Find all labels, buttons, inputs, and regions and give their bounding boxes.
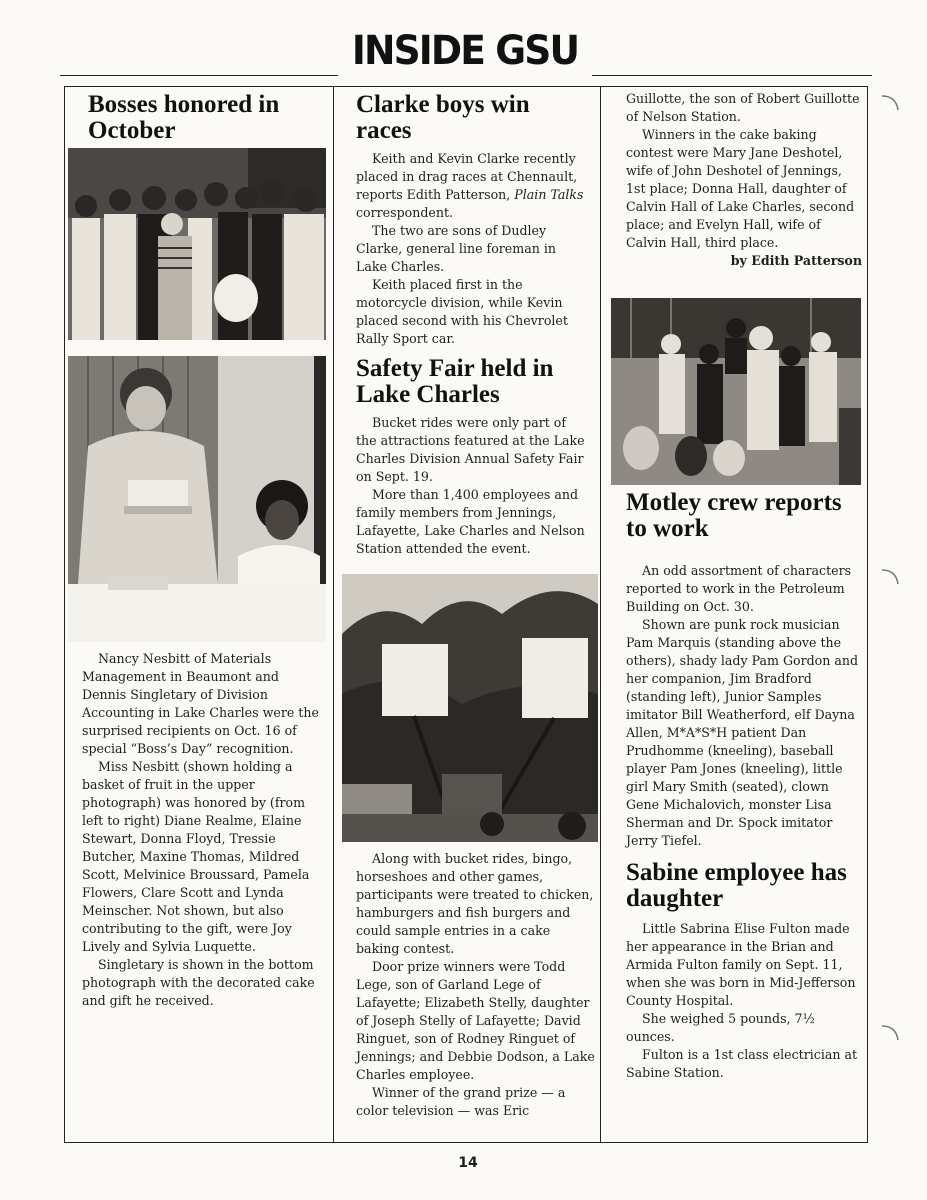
masthead [0, 28, 927, 82]
article-safety-body [356, 414, 588, 558]
article-bosses-headline: Bosses honored in October [88, 91, 280, 144]
binder-hole-mark-icon [880, 92, 902, 114]
column-rule-2 [600, 86, 601, 1143]
masthead-rule-left [60, 75, 338, 76]
article-safety-paragraph: Door prize winners were Todd Lege, son of Garland Lege of Lafayette; Elizabeth Stelly, daughter of Joseph Stelly of Lafayette; David Ringuet, son of Rodney Ringuet of Jennings; and Debbie Dodson, a Lake Charles employee. [356, 959, 595, 1082]
article-safety-byline: by Edith Patterson [730, 253, 862, 268]
article-safety-paragraph: More than 1,400 employees and family members from Jennings, Lafayette, Lake Charles and Nelson Station attended the event. [356, 487, 585, 556]
article-clarke-text: correspondent. [356, 205, 454, 220]
photo-singletary-cake [68, 356, 326, 642]
publication-name: Plain Talks [514, 187, 584, 202]
article-clarke-body [356, 150, 588, 348]
article-safety-body-continued [356, 850, 596, 1120]
article-safety-headline: Safety Fair held in Lake Charles [356, 355, 554, 408]
article-safety-continued [626, 90, 862, 270]
article-bosses-body [82, 650, 322, 1010]
masthead-rule-right [592, 75, 872, 76]
article-clarke-paragraph: Keith placed first in the motorcycle division, while Kevin placed second with his Chevrolet Rally Sport car. [356, 277, 568, 346]
masthead-title: INSIDE GSU [351, 28, 579, 74]
article-clarke-text: Keith and Kevin Clarke recently placed in drag races at Chennault, reports Edith Patterson, [356, 151, 578, 202]
article-clarke-paragraph [356, 150, 588, 222]
article-clarke-paragraph: The two are sons of Dudley Clarke, general line foreman in Lake Charles. [356, 223, 556, 274]
photo-bucket-rides [342, 574, 598, 842]
article-bosses-headline-wrap [88, 92, 320, 144]
article-safety-paragraph: Bucket rides were only part of the attractions featured at the Lake Charles Division Annual Safety Fair on Sept. 19. [356, 415, 585, 484]
article-bosses-paragraph: Singletary is shown in the bottom photograph with the decorated cake and gift he received. [82, 957, 315, 1008]
article-clarke-headline: Clarke boys win races [356, 91, 530, 144]
article-sabine-paragraph: She weighed 5 pounds, 7½ ounces. [626, 1011, 815, 1044]
article-motley [626, 490, 862, 1082]
article-safety-paragraph: Winners in the cake baking contest were Mary Jane Deshotel, wife of John Deshotel of Jennings, 1st place; Donna Hall, daughter of Calvin Hall of Lake Charles, second place; and Evelyn Hall, wife of Calvin Hall, third place. [626, 127, 855, 250]
photo-motley-crew [611, 298, 861, 485]
article-sabine-body [626, 920, 862, 1082]
column-rule-1 [333, 86, 334, 1143]
binder-hole-mark-icon [880, 1022, 902, 1044]
article-sabine-paragraph: Fulton is a 1st class electrician at Sabine Station. [626, 1047, 858, 1080]
article-motley-headline: Motley crew reports to work [626, 489, 842, 542]
article-motley-paragraph: An odd assortment of characters reported to work in the Petroleum Building on Oct. 30. [626, 563, 852, 614]
article-safety-paragraph: Along with bucket rides, bingo, horseshoes and other games, participants were treated to chicken, hamburgers and fish burgers and could sample entries in a cake baking contest. [356, 851, 594, 956]
article-motley-paragraph: Shown are punk rock musician Pam Marquis (standing above the others), shady lady Pam Gordon and her companion, Jim Bradford (standing left), Junior Samples imitator Bill Weatherford, elf Dayna Allen, M*A*S*H patient Dan Prudhomme (kneeling), baseball player Pam Jones (kneeling), little girl Mary Smith (seated), clown Gene Michalovich, monster Lisa Sherman and Dr. Spock imitator Jerry Tiefel. [626, 617, 859, 848]
article-sabine-paragraph: Little Sabrina Elise Fulton made her appearance in the Brian and Armida Fulton family on Sept. 11, when she was born in Mid-Jefferson County Hospital. [626, 921, 856, 1008]
article-bosses-paragraph: Miss Nesbitt (shown holding a basket of fruit in the upper photograph) was honored by (from left to right) Diane Realme, Elaine Stewart, Donna Floyd, Tressie Butcher, Maxine Thomas, Mildred Scott, Melvinice Broussard, Pamela Flowers, Clare Scott and Lynda Meinscher. Not shown, but also contributing to the gift, were Joy Lively and Sylvia Luquette. [82, 759, 310, 954]
article-bosses-paragraph: Nancy Nesbitt of Materials Management in Beaumont and Dennis Singletary of Division Accounting in Lake Charles were the surprised recipients on Oct. 16 of special “Boss’s Day” recognition. [82, 651, 319, 756]
article-safety-paragraph: Guillotte, the son of Robert Guillotte of Nelson Station. [626, 91, 860, 124]
article-clarke [356, 92, 588, 558]
page-number: 14 [458, 1155, 478, 1171]
article-motley-body [626, 562, 862, 850]
article-safety-paragraph: Winner of the grand prize — a color television — was Eric [356, 1085, 566, 1118]
article-sabine-headline: Sabine employee has daughter [626, 859, 847, 912]
binder-hole-mark-icon [880, 566, 902, 588]
photo-boss-day-group [68, 148, 326, 340]
